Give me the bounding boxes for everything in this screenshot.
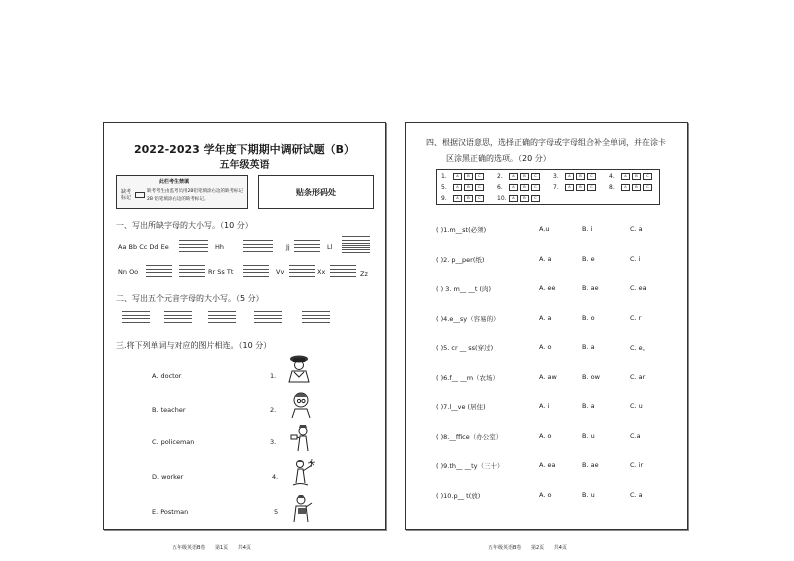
answer-bubble[interactable]: B xyxy=(520,173,529,180)
blank-uu[interactable] xyxy=(243,265,269,276)
question-stem: ( )2. p__per(纸) xyxy=(436,255,485,264)
option-b: B. a xyxy=(582,343,595,351)
answer-card-item xyxy=(609,184,652,191)
blank-qq[interactable] xyxy=(179,265,205,276)
option-b: B. ae xyxy=(582,461,599,469)
answer-card-number: 7. xyxy=(553,184,559,191)
option-a: A. ea xyxy=(539,461,556,469)
answer-bubble[interactable]: A xyxy=(509,173,518,180)
answer-bubble[interactable]: B xyxy=(464,173,473,180)
match-num-5: 5 xyxy=(274,508,279,516)
notice-heading: 此栏考生禁填 xyxy=(159,179,190,185)
question-stem: ( )7.l__ve (居住) xyxy=(436,403,486,411)
answer-card-number: 3. xyxy=(553,173,559,180)
blank-yy[interactable] xyxy=(330,265,356,276)
vowel-blank-3[interactable] xyxy=(208,311,236,322)
answer-bubble[interactable]: A xyxy=(621,173,630,180)
answer-bubble[interactable]: C xyxy=(475,195,484,202)
answer-card-number: 2. xyxy=(497,173,503,180)
answer-bubble[interactable]: A xyxy=(453,173,462,180)
option-a: A. o xyxy=(539,343,552,351)
option-c: C. ar xyxy=(630,372,646,381)
answer-bubble[interactable]: B xyxy=(576,184,585,191)
answer-bubble[interactable]: B xyxy=(632,173,641,180)
exam-title: 2022-2023 学年度下期期中调研试题（B） xyxy=(133,143,355,156)
answer-bubble[interactable]: A xyxy=(621,184,630,191)
page-2-footer: 五年级英语B卷 第2页 共4页 xyxy=(488,545,567,551)
letters-aa-ee: Aa Bb Cc Dd Ee xyxy=(118,243,169,251)
option-c: C. e。 xyxy=(630,344,650,352)
match-num-3: 3. xyxy=(270,438,277,446)
answer-bubble[interactable]: A xyxy=(453,184,462,191)
option-c: C. ea xyxy=(630,284,647,292)
match-num-2: 2. xyxy=(270,406,277,414)
answer-bubble[interactable]: C xyxy=(531,184,540,191)
answer-bubble[interactable]: A xyxy=(565,173,574,180)
blank-ii[interactable] xyxy=(243,240,273,251)
match-word-4: D. worker xyxy=(152,473,184,481)
option-a: A. ee xyxy=(539,284,556,292)
notice-box xyxy=(116,175,248,209)
answer-bubble[interactable]: C xyxy=(531,173,540,180)
vowel-blank-4[interactable] xyxy=(254,311,282,322)
match-word-2: B. teacher xyxy=(152,406,186,414)
letters-zz: Zz xyxy=(360,270,368,278)
worker-picture-icon xyxy=(288,457,318,487)
option-c: C. ir xyxy=(630,461,644,469)
answer-card-item xyxy=(441,184,484,191)
answer-bubble[interactable]: B xyxy=(520,195,529,202)
answer-bubble[interactable]: B xyxy=(464,195,473,202)
notice-label: 缺考 标记 xyxy=(121,189,132,201)
answer-bubble[interactable]: C xyxy=(475,173,484,180)
answer-card-number: 10. xyxy=(497,195,507,202)
answer-bubble[interactable]: C xyxy=(531,195,540,202)
option-a: A. o xyxy=(539,431,552,440)
answer-card-item xyxy=(553,184,596,191)
letters-jj: Jj xyxy=(286,243,290,251)
letters-nn-oo: Nn Oo xyxy=(118,268,139,276)
answer-card-item xyxy=(497,184,540,191)
section-1-heading: 一、写出所缺字母的大小写。（10 分） xyxy=(116,221,253,230)
match-num-4: 4. xyxy=(272,473,279,481)
answer-bubble[interactable]: B xyxy=(576,173,585,180)
option-c: C. a xyxy=(630,225,643,233)
answer-card-number: 9. xyxy=(441,195,447,202)
question-stem: ( )5. cr __ ss(穿过) xyxy=(436,344,494,352)
letters-vv: Vv xyxy=(276,268,285,276)
letters-rr-tt: Rr Ss Tt xyxy=(208,268,234,276)
answer-card-number: 5. xyxy=(441,184,447,191)
option-b: B. a xyxy=(582,402,595,410)
option-c: C.a xyxy=(630,431,641,440)
question-stem: ( ) 3. m__ __t (肉) xyxy=(436,285,492,293)
vowel-blank-2[interactable] xyxy=(164,311,192,322)
option-b: B. u xyxy=(582,490,595,499)
absence-mark-box[interactable] xyxy=(135,192,145,198)
option-c: C. u xyxy=(630,402,643,410)
blank-kk[interactable] xyxy=(294,240,320,251)
section-3-heading: 三.将下列单词与对应的图片相连。（10 分） xyxy=(116,341,272,350)
notice-text-1: 缺考考生由监考员用2B铅笔填涂右边的缺考标记 xyxy=(147,189,243,194)
answer-bubble[interactable]: C xyxy=(643,184,652,191)
letters-hh: Hh xyxy=(215,243,225,251)
question-stem: ( )4.e__sy（容易的） xyxy=(436,314,500,323)
match-word-1: A. doctor xyxy=(152,372,182,380)
option-a: A. o xyxy=(539,490,552,499)
answer-bubble[interactable]: C xyxy=(587,173,596,180)
question-stem: ( )1.m__st(必须) xyxy=(436,226,487,234)
option-a: A. a xyxy=(539,313,552,322)
answer-bubble[interactable]: B xyxy=(520,184,529,191)
policeman-picture-icon xyxy=(284,353,314,383)
answer-card-number: 4. xyxy=(609,173,615,180)
match-word-3: C. policeman xyxy=(152,438,195,446)
answer-card-item xyxy=(441,173,484,180)
answer-bubble[interactable]: A xyxy=(509,195,518,202)
option-a: A. a xyxy=(539,254,552,263)
answer-card-item xyxy=(497,195,540,202)
blank-ww[interactable] xyxy=(289,265,315,276)
option-c: C. a xyxy=(630,490,643,499)
answer-card-number: 6. xyxy=(497,184,503,191)
answer-card-number: 8. xyxy=(609,184,615,191)
answer-bubble[interactable]: C xyxy=(587,184,596,191)
notice-text-2: 2B 铅笔填涂右边的缺考标记。 xyxy=(147,197,209,202)
teacher-picture-icon xyxy=(286,493,316,523)
answer-bubble[interactable]: A xyxy=(453,195,462,202)
answer-card-number: 1. xyxy=(441,173,447,180)
answer-bubble[interactable]: A xyxy=(509,184,518,191)
option-a: A. aw xyxy=(539,372,557,381)
answer-bubble[interactable]: C xyxy=(643,173,652,180)
answer-card-item xyxy=(497,173,540,180)
postman-picture-icon xyxy=(288,423,318,453)
page-1-footer: 五年级英语B卷 第1页 共4页 xyxy=(172,545,251,551)
letters-xx: Xx xyxy=(317,268,326,276)
section-4-heading-line-1: 四、根据汉语意思，选择正确的字母或字母组合补全单词，并在涂卡 xyxy=(426,138,666,147)
answer-card xyxy=(436,169,660,205)
question-stem: ( )6.f__ __m（农场） xyxy=(436,373,500,382)
match-word-5: E. Postman xyxy=(152,508,189,516)
question-stem: ( )8.__ffice（办公室） xyxy=(436,432,503,441)
question-stem: ( )9.th__ __ty（三十） xyxy=(436,462,504,470)
question-stem: ( )10.p__ t(放) xyxy=(436,491,481,500)
option-a: A. i xyxy=(539,402,550,410)
vowel-blank-1[interactable] xyxy=(122,311,150,322)
option-b: B. o xyxy=(582,313,595,322)
answer-card-item xyxy=(609,173,652,180)
exam-page-2 xyxy=(405,122,688,530)
option-a: A.u xyxy=(539,225,550,233)
option-b: B. u xyxy=(582,431,595,440)
letters-ll: Ll xyxy=(327,243,333,251)
answer-bubble[interactable]: B xyxy=(464,184,473,191)
vowel-blank-5[interactable] xyxy=(302,311,330,322)
answer-bubble[interactable]: C xyxy=(475,184,484,191)
match-num-1: 1. xyxy=(270,372,277,380)
answer-bubble[interactable]: A xyxy=(565,184,574,191)
option-b: B. e xyxy=(582,254,595,263)
answer-bubble[interactable]: B xyxy=(632,184,641,191)
exam-subtitle: 五年级英语 xyxy=(219,160,270,171)
option-b: B. i xyxy=(582,225,593,233)
option-c: C. i xyxy=(630,254,641,263)
option-b: B. ae xyxy=(582,284,599,292)
section-2-heading: 二、写出五个元音字母的大小写。（5 分） xyxy=(116,294,264,303)
blank-pp[interactable] xyxy=(146,265,172,276)
section-4-heading-line-2: 区涂黑正确的选项。（20 分） xyxy=(446,154,551,163)
answer-card-item xyxy=(553,173,596,180)
option-b: B. ow xyxy=(582,372,600,381)
barcode-area: 贴条形码处 xyxy=(258,175,374,209)
answer-card-item xyxy=(441,195,484,202)
exam-page-1 xyxy=(103,122,386,530)
option-c: C. r xyxy=(630,313,642,322)
doctor-picture-icon xyxy=(286,389,316,419)
